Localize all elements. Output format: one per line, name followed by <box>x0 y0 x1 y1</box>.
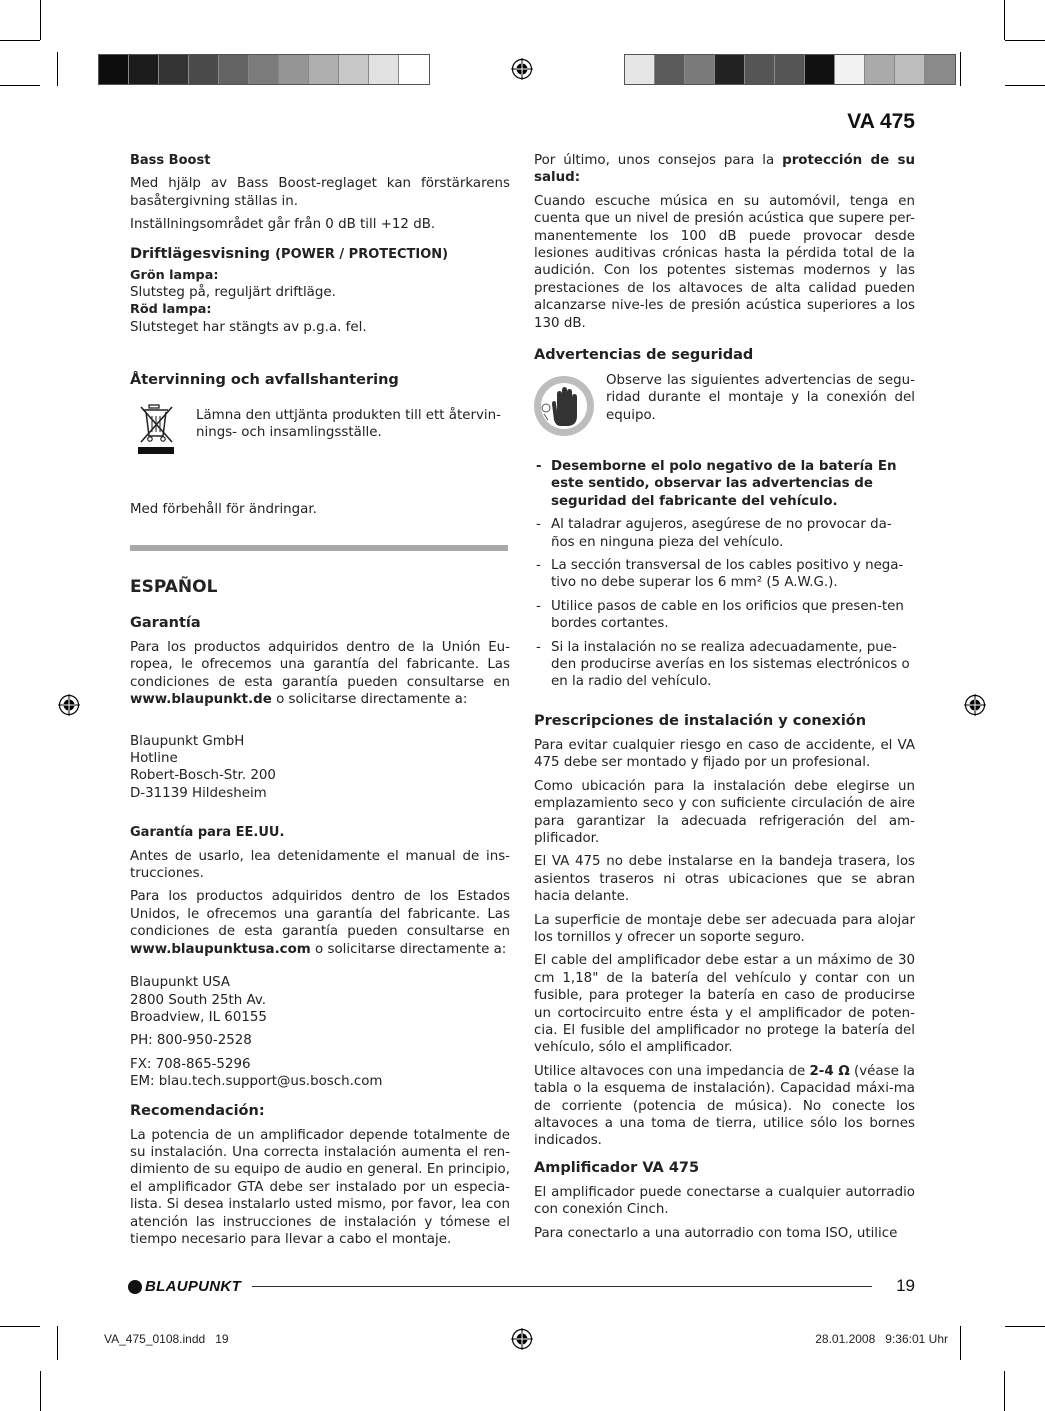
blaupunkt-dot-icon <box>128 1280 142 1294</box>
crop-mark <box>1004 0 1005 40</box>
registration-mark-icon <box>511 58 533 80</box>
prescripciones-text-4: La superficie de montaje debe ser adecuada para alojar los tornillos y ofrecer un soporte seguro. <box>534 912 915 945</box>
prescripciones-title: Prescripciones de instalación y conexión <box>534 712 867 729</box>
weee-bin-icon <box>138 402 176 456</box>
drift-title: Driftlägesvisning (POWER / PROTECTION) <box>130 245 449 262</box>
crop-mark <box>40 1371 41 1411</box>
health-intro: Por último, unos consejos para la protección de su salud: <box>534 153 915 186</box>
list-item: - La sección transversal de los cables positivo y nega-tivo no debe superar los 6 mm² (5 A.W.G.). <box>534 557 915 592</box>
green-lamp-label: Grön lampa: <box>130 267 219 283</box>
fax: FX: 708-865-5296 <box>130 1056 251 1072</box>
registration-mark-icon <box>964 694 986 716</box>
color-swatch <box>625 55 655 84</box>
safety-intro: Observe las siguientes advertencias de segu-ridad durante el montaje y la conexión del equipo. <box>606 373 915 423</box>
crop-mark <box>0 85 40 86</box>
color-swatch <box>309 55 339 84</box>
reservation-block <box>130 501 510 524</box>
registration-mark-icon <box>58 694 80 716</box>
amplificador-text-1: El amplificador puede conectarse a cualquier autorradio con conexión Cinch. <box>534 1184 915 1218</box>
color-swatch <box>805 55 835 84</box>
color-swatch <box>159 55 189 84</box>
color-swatch <box>189 55 219 84</box>
garantia-text: Para los productos adquiridos dentro de la Unión Eu-ropea, le ofrecemos una garantía del fabricante. Las condiciones de esta garantía pueden consultarse en www.blaupunkt.de o solicitarse directamente a: <box>130 640 510 708</box>
email[interactable]: EM: blau.tech.support@us.bosch.com <box>130 1074 383 1090</box>
stop-hand-warning-icon <box>532 374 596 438</box>
color-swatch <box>369 55 399 84</box>
safety-list <box>534 458 915 691</box>
left-column-spanish <box>130 613 510 1254</box>
reservation-text: Med förbehåll för ändringar. <box>130 502 317 517</box>
file-name: VA_475_0108.indd 19 <box>104 1332 229 1346</box>
footer-rule <box>252 1286 872 1287</box>
list-item: - Utilice pasos de cable en los orificios que presen-ten bordes cortantes. <box>534 598 915 633</box>
crop-mark <box>57 52 58 86</box>
recomendacion-title: Recomendación: <box>130 1102 265 1119</box>
amplificador-text-2: Para conectarlo a una autorradio con toma ISO, utilice <box>534 1225 898 1241</box>
recycle-title: Återvinning och avfallshantering <box>130 372 399 388</box>
color-swatch <box>775 55 805 84</box>
blaupunkt-logo <box>128 1278 241 1295</box>
color-swatch <box>865 55 895 84</box>
color-calibration-bar-left <box>98 54 430 85</box>
recycle-text: Lämna den uttjänta produkten till ett återvin-nings- och insamlingsställe. <box>196 408 501 441</box>
us-warranty-title: Garantía para EE.UU. <box>130 825 285 841</box>
color-swatch <box>279 55 309 84</box>
red-lamp-label: Röd lampa: <box>130 302 212 318</box>
right-column-main <box>534 458 915 1248</box>
address-us: Blaupunkt USA 2800 South 25th Av. Broadview, IL 60155 <box>130 975 267 1025</box>
section-divider <box>130 545 508 551</box>
color-swatch <box>399 55 429 84</box>
list-item: - Desemborne el polo negativo de la batería En este sentido, observar las advertencias de seguridad del fabricante del vehículo. <box>534 458 915 510</box>
us-warranty-text-1: Antes de usarlo, lea detenidamente el manual de ins-trucciones. <box>130 848 510 882</box>
color-swatch <box>339 55 369 84</box>
color-swatch <box>249 55 279 84</box>
amplificador-title: Amplificador VA 475 <box>534 1159 700 1176</box>
color-swatch <box>685 55 715 84</box>
color-swatch <box>129 55 159 84</box>
crop-mark <box>960 1326 961 1360</box>
list-item: - Al taladrar agujeros, asegúrese de no provocar da-ños en ninguna pieza del vehículo. <box>534 516 915 551</box>
registration-mark-icon <box>511 1328 533 1350</box>
bass-boost-text: Med hjälp av Bass Boost-reglaget kan förstärkarens basåtergivning ställas in. <box>130 176 510 209</box>
blaupunktusa-link[interactable]: www.blaupunktusa.com <box>130 941 311 957</box>
page-header-model: VA 475 <box>847 110 915 133</box>
address-de: Blaupunkt GmbH Hotline Robert-Bosch-Str. 200 D-31139 Hildesheim <box>130 733 276 801</box>
phone: PH: 800-950-2528 <box>130 1033 252 1049</box>
bass-boost-range: Inställningsområdet går från 0 dB till +12 dB. <box>130 217 436 233</box>
list-item: - Si la instalación no se realiza adecuadamente, pue-den producirse averías en los sistemas electrónicos o en la radio del vehículo. <box>534 639 915 691</box>
garantia-title: Garantía <box>130 615 201 631</box>
timestamp: 28.01.2008 9:36:01 Uhr <box>815 1332 948 1346</box>
crop-mark <box>1005 85 1045 86</box>
bass-boost-title: Bass Boost <box>130 153 211 168</box>
left-column <box>130 152 510 336</box>
color-swatch <box>219 55 249 84</box>
blaupunkt-logo-text: BLAUPUNKT <box>145 1278 242 1295</box>
health-text: Cuando escuche música en su automóvil, tenga en cuenta que un nivel de presión acústica que supere per-manentemente los 100 dB puede provocar desde lesiones auditivas crónicas hasta la pérdida total de la audición. Con los potentes sistemas modernos y las prestaciones de los altavoces de alta calidad pueden alcanzarse nive-les de presión acústica superiores a los 130 dB. <box>534 193 915 331</box>
green-lamp-text: Slutsteg på, reguljärt driftläge. <box>130 285 336 301</box>
us-warranty-text-2: Para los productos adquiridos dentro de los Estados Unidos, le ofrecemos una garantía del fabricante. Las condiciones de esta garantía pueden consultarse en www.blaupunktusa.com o solicitarse directamente a: <box>130 889 510 957</box>
red-lamp-text: Slutsteget har stängts av p.g.a. fel. <box>130 319 367 335</box>
right-column-top <box>534 152 915 338</box>
crop-mark <box>0 1326 40 1327</box>
color-swatch <box>895 55 925 84</box>
crop-mark <box>1005 1326 1045 1327</box>
recycle-text-block <box>196 407 510 448</box>
color-swatch <box>745 55 775 84</box>
prescripciones-text-1: Para evitar cualquier riesgo en caso de accidente, el VA 475 debe ser montado y fijado por un profesional. <box>534 737 915 771</box>
color-swatch <box>99 55 129 84</box>
crop-mark <box>1005 40 1045 41</box>
color-swatch <box>655 55 685 84</box>
prescripciones-text-6: Utilice altavoces con una impedancia de 2-4 Ω (véase la tabla o la esquema de instalación). Capacidad máxi-ma de corriente (potencia de música). No conecte los altavoces a una toma de tierra, utilice sólo los bornes indicados. <box>534 1063 916 1149</box>
prescripciones-text-5: El cable del amplificador debe estar a un máximo de 30 cm 1,18" de la batería del vehículo y contar con un fusible, para proteger la batería en caso de producirse un cortocircuito entre ésta y el amplificador de poten-cia. El fusible del amplificador no protege la batería del vehículo, sólo el amplificador. <box>534 953 915 1056</box>
color-calibration-bar-right <box>624 54 956 85</box>
safety-intro-block <box>606 372 915 430</box>
crop-mark <box>57 1326 58 1360</box>
section-title-espanol: ESPAÑOL <box>130 577 218 597</box>
page-number: 19 <box>896 1276 915 1295</box>
safety-title: Advertencias de seguridad <box>534 347 754 363</box>
recomendacion-text: La potencia de un amplificador depende totalmente de su instalación. Una correcta instalación aumenta el ren-dimiento de su equipo de audio en general. En principio, el amplificador GTA debe ser instalado por un especia-lista. Si desea instalarlo usted mismo, por favor, lea con atención las instrucciones de instalación y tómese el tiempo necesario para llevar a cabo el montaje. <box>130 1127 510 1247</box>
crop-mark <box>40 0 41 40</box>
prescripciones-text-3: El VA 475 no debe instalarse en la bandeja trasera, los asientos traseros ni otras ubicaciones que se abran hacia delante. <box>534 854 915 905</box>
color-swatch <box>715 55 745 84</box>
crop-mark <box>0 40 40 41</box>
color-swatch <box>925 55 955 84</box>
blaupunkt-de-link[interactable]: www.blaupunkt.de <box>130 692 272 708</box>
crop-mark <box>1004 1371 1005 1411</box>
color-swatch <box>835 55 865 84</box>
crop-mark <box>960 52 961 86</box>
prescripciones-text-2: Como ubicación para la instalación debe elegirse un emplazamiento seco y con suficiente circulación de aire para garantizar la adecuada refrigeración del am-plificador. <box>534 778 915 846</box>
